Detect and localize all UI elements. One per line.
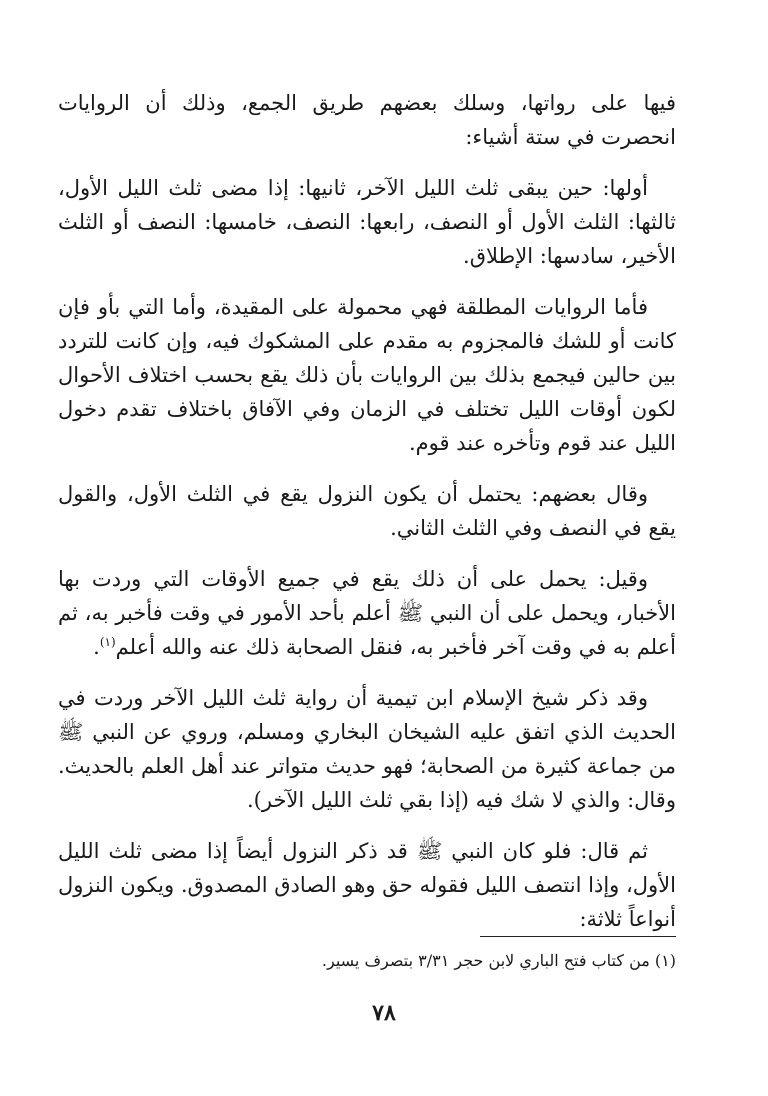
paragraph-6: وقد ذكر شيخ الإسلام ابن تيمية أن رواية ثلث الليل الآخر وردت في الحديث الذي اتفق عليه الشيخان البخاري ومسلم، وروي عن النبي ﷺ من جماعة كثيرة من الصحابة؛ فهو حديث متواتر عند أهل العلم بالحديث. وقال: والذي لا شك فيه (إذا بقي ثلث الليل الآخر). <box>58 686 676 812</box>
paragraph-4: وقال بعضهم: يحتمل أن يكون النزول يقع في الثلث الأول، والقول يقع في النصف وفي الثلث الثاني. <box>58 482 676 540</box>
paragraph-5 <box>58 562 676 664</box>
paragraph-2: أولها: حين يبقى ثلث الليل الآخر، ثانيها: إذا مضى ثلث الليل الأول، ثالثها: الثلث الأول أو النصف، رابعها: النصف، خامسها: النصف أو الثلث الأخير، سادسها: الإطلاق. <box>58 176 676 268</box>
paragraph-1: فيها على رواتها، وسلك بعضهم طريق الجمع، وذلك أن الروايات انحصرت في ستة أشياء: <box>58 91 676 149</box>
footnote-divider <box>480 936 676 937</box>
paragraph-5-end: . <box>93 635 100 659</box>
footnote-reference: (١) <box>99 635 116 649</box>
paragraph-3: فأما الروايات المطلقة فهي محمولة على المقيدة، وأما التي بأو فإن كانت أو للشك فالمجزوم به مقدم على المشكوك فيه، وإن كانت للتردد بين حالين فيجمع بذلك بين الروايات بأن ذلك يقع بحسب اختلاف الأحوال لكون أوقات الليل تختلف في الزمان وفي الآفاق باختلاف تقدم دخول الليل عند قوم وتأخره عند قوم. <box>58 295 676 455</box>
paragraph-5-text: وقيل: يحمل على أن ذلك يقع في جميع الأوقات التي وردت بها الأخبار، ويحمل على أن النبي ﷺ أعلم بأحد الأمور في وقت فأخبر به، ثم أعلم به في وقت آخر فأخبر به، فنقل الصحابة ذلك عنه والله أعلم <box>58 567 676 659</box>
paragraph-7: ثم قال: فلو كان النبي ﷺ قد ذكر النزول أيضاً إذا مضى ثلث الليل الأول، وإذا انتصف الليل فقوله حق وهو الصادق المصدوق. ويكون النزول أنواعاً ثلاثة: <box>58 839 676 931</box>
page-body <box>58 86 676 953</box>
page-number: ٧٨ <box>372 1000 396 1026</box>
footnote: (١) من كتاب فتح الباري لابن حجر ٣/٣١ بتصرف يسير. <box>321 951 676 970</box>
